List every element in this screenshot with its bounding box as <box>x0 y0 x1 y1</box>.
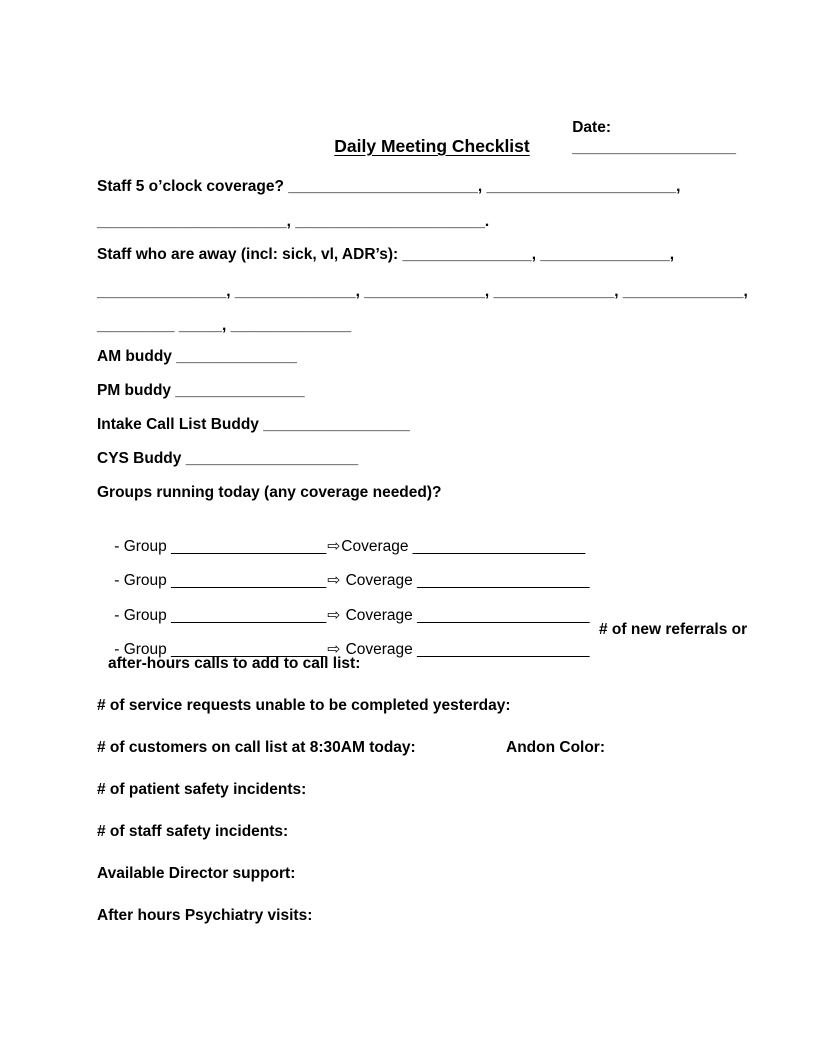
referrals-label-part-2: after-hours calls to add to call list: <box>108 655 361 672</box>
director-support-label: Available Director support: <box>97 865 296 882</box>
group-field[interactable]: - Group __________________ <box>114 538 327 555</box>
group-field[interactable]: - Group __________________ <box>114 641 327 658</box>
staff-away-line-3[interactable]: _________ _____, ______________ <box>97 317 352 334</box>
group-field[interactable]: - Group __________________ <box>114 607 327 624</box>
date-field[interactable]: ___________________ <box>572 139 737 156</box>
customers-call-list-label: # of customers on call list at 8:30AM today: <box>97 739 416 756</box>
referrals-label-part-1: # of new referrals or <box>599 621 748 638</box>
intake-buddy-field[interactable]: Intake Call List Buddy _________________ <box>97 416 410 433</box>
am-buddy-field[interactable]: AM buddy ______________ <box>97 348 297 365</box>
coverage-field[interactable]: Coverage ____________________ <box>341 572 590 589</box>
pm-buddy-field[interactable]: PM buddy _______________ <box>97 382 305 399</box>
andon-color-label: Andon Color: <box>506 739 606 756</box>
date-label: Date: <box>572 119 611 136</box>
group-field[interactable]: - Group __________________ <box>114 572 327 589</box>
cys-buddy-field[interactable]: CYS Buddy ____________________ <box>97 450 359 467</box>
arrow-right-icon: ⇨ <box>327 641 341 658</box>
coverage-field[interactable]: Coverage ____________________ <box>341 538 586 555</box>
patient-safety-label: # of patient safety incidents: <box>97 781 307 798</box>
staff-coverage-line-2[interactable]: ______________________, ______________________. <box>97 213 490 230</box>
arrow-right-icon: ⇨ <box>327 572 341 589</box>
arrow-right-icon: ⇨ <box>327 607 341 624</box>
staff-away-line-2[interactable]: _______________, ______________, ______________, ______________, ______________, <box>97 283 748 300</box>
arrow-right-icon: ⇨ <box>327 538 341 555</box>
staff-safety-label: # of staff safety incidents: <box>97 823 289 840</box>
coverage-field[interactable]: Coverage ____________________ <box>341 641 590 658</box>
psychiatry-visits-label: After hours Psychiatry visits: <box>97 907 313 924</box>
page-title: Daily Meeting Checklist <box>334 136 530 156</box>
staff-away-line-1[interactable]: Staff who are away (incl: sick, vl, ADR’s): _______________, _______________, <box>97 246 675 263</box>
coverage-field[interactable]: Coverage ____________________ <box>341 607 590 624</box>
service-requests-label: # of service requests unable to be completed yesterday: <box>97 697 511 714</box>
groups-heading: Groups running today (any coverage needed)? <box>97 484 442 501</box>
staff-coverage-line-1[interactable]: Staff 5 o’clock coverage? ______________________, ______________________, <box>97 178 681 195</box>
